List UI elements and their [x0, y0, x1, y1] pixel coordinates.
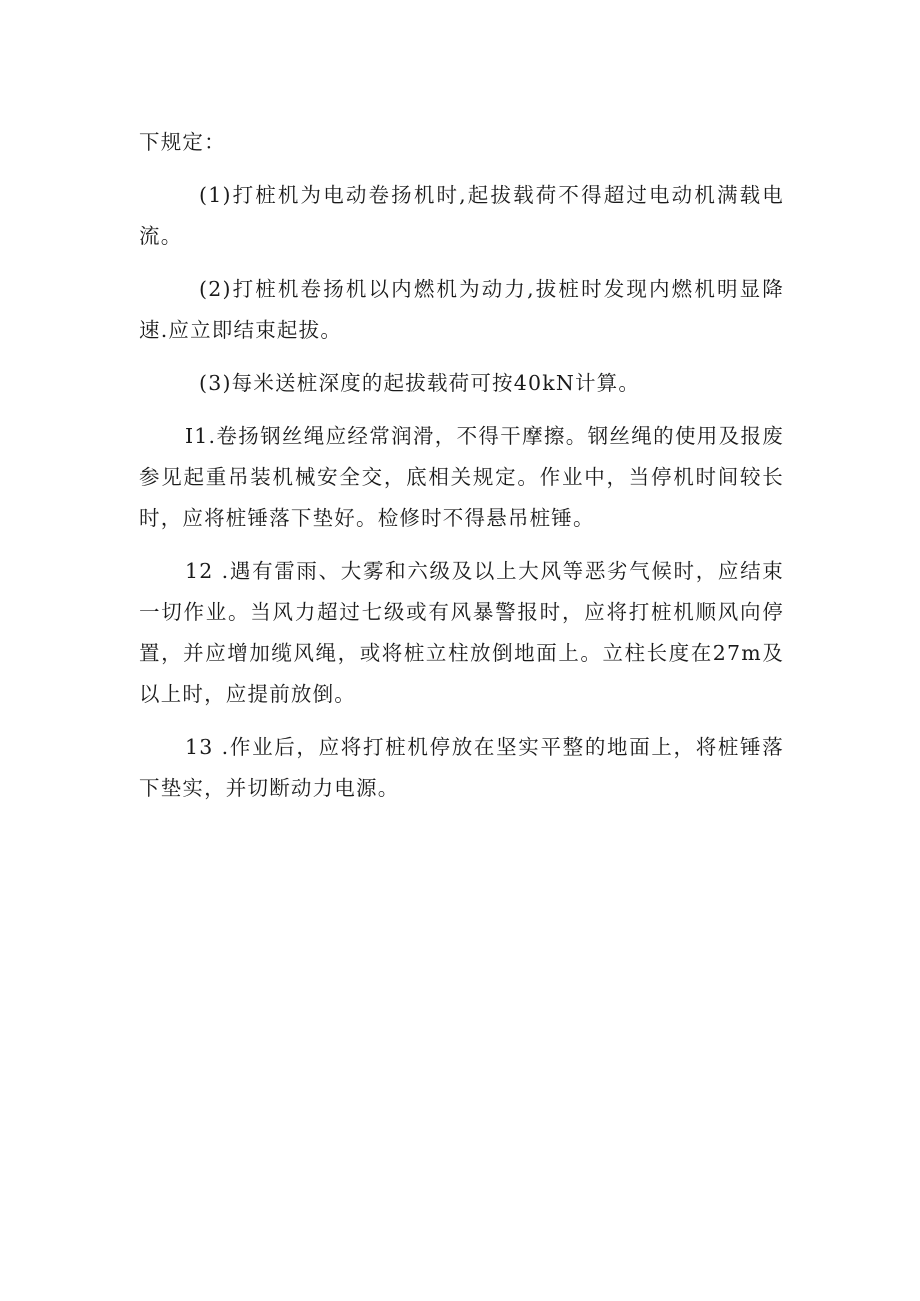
paragraph-item-1: (1)打桩机为电动卷扬机时,起拔载荷不得超过电动机满载电流。: [139, 183, 784, 248]
paragraph-item-2: (2)打桩机卷扬机以内燃机为动力,拔桩时发现内燃机明显降速.应立即结束起拔。: [139, 277, 784, 342]
paragraph-continuation: 下规定：: [139, 130, 226, 154]
paragraph-clause-12: 12 .遇有雷雨、大雾和六级及以上大风等恶劣气候时，应结束一切作业。当风力超过七级或有风暴警报时，应将打桩机顺风向停置，并应增加缆风绳，或将桩立柱放倒地面上。立柱长度在27m及以上时，应提前放倒。: [139, 559, 784, 706]
paragraph-clause-11: I1.卷扬钢丝绳应经常润滑，不得干摩擦。钢丝绳的使用及报废参见起重吊装机械安全交，底相关规定。作业中，当停机时间较长时，应将桩锤落下垫好。检修时不得悬吊桩锤。: [139, 424, 784, 530]
paragraph-item-3: (3)每米送桩深度的起拔载荷可按40kN计算。: [199, 371, 641, 395]
document-body: [139, 122, 784, 821]
paragraph-clause-13: 13 .作业后，应将打桩机停放在坚实平整的地面上，将桩锤落下垫实，并切断动力电源。: [139, 735, 784, 800]
